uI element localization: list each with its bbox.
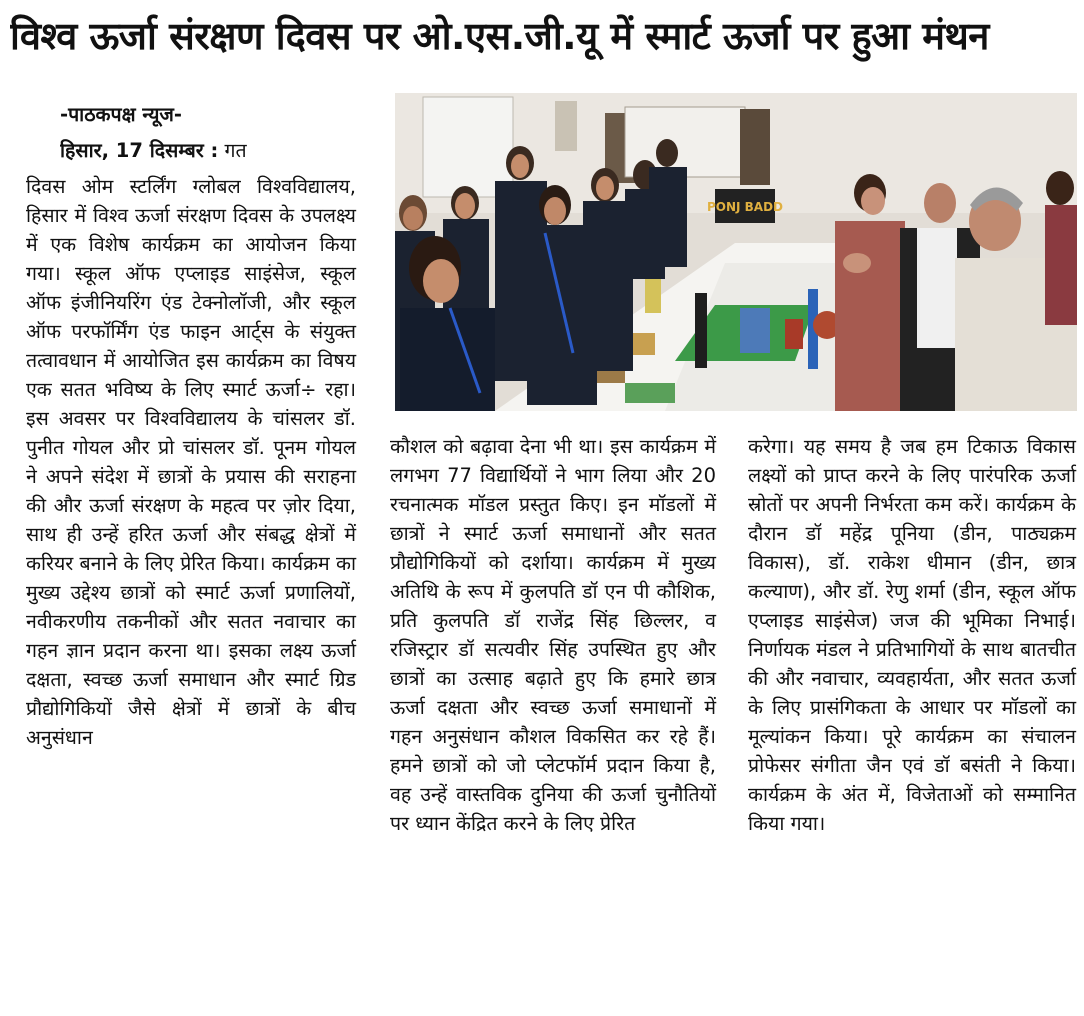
article-column-2 [390, 432, 716, 838]
photo-sign-text: PONJ BADD [706, 200, 784, 214]
headline: विश्व ऊर्जा संरक्षण दिवस पर ओ.एस.जी.यू में स्मार्ट ऊर्जा पर हुआ मंथन [10, 14, 989, 58]
byline: -पाठकपक्ष न्यूज- [60, 103, 182, 126]
column-1-text: दिवस ओम स्टर्लिंग ग्लोबल विश्वविद्यालय, हिसार में विश्व ऊर्जा संरक्षण दिवस के उपलक्ष्य में एक विशेष कार्यक्रम का आयोजन किया गया। स्कूल ऑफ एप्लाइड साइंसेज, स्कूल ऑफ इंजीनियरिंग एंड टेक्नोलॉजी, और स्कूल ऑफ परफॉर्मिंग एंड फाइन आर्ट्स के संयुक्त तत्वावधान में आयोजित इस कार्यक्रम का विषय एक सतत भविष्य के लिए स्मार्ट ऊर्जा÷ रहा। इस अवसर पर विश्वविद्यालय के चांसलर डॉ. पुनीत गोयल और प्रो चांसलर डॉ. पूनम गोयल ने अपने संदेश में छात्रों के प्रयास की सराहना की और ऊर्जा संरक्षण के महत्व पर ज़ोर दिया, साथ ही उन्हें हरित ऊर्जा और संबद्ध क्षेत्रों में करियर बनाने के लिए प्रेरित किया। कार्यक्रम का मुख्य उद्देश्य छात्रों को स्मार्ट ऊर्जा प्रणालियों, नवीकरणीय तकनीकों और सतत नवाचार का गहन ज्ञान प्रदान करना था। इसका लक्ष्य ऊर्जा दक्षता, स्वच्छ ऊर्जा समाधान और स्मार्ट ग्रिड प्रौद्योगिकियों जैसे क्षेत्रों में छात्रों के बीच अनुसंधान [26, 175, 356, 749]
article-column-3 [748, 432, 1076, 838]
column-3-text: करेगा। यह समय है जब हम टिकाऊ विकास लक्ष्यों को प्राप्त करने के लिए पारंपरिक ऊर्जा स्रोतों पर अपनी निर्भरता कम करें। कार्यक्रम के दौरान डॉ महेंद्र पूनिया (डीन, पाठ्यक्रम विकास), डॉ. राकेश धीमान (डीन, छात्र कल्याण), और डॉ. रेणु शर्मा (डीन, स्कूल ऑफ एप्लाइड साइंसेज) जज की भूमिका निभाई। निर्णायक मंडल ने प्रतिभागियों के साथ बातचीत की और नवाचार, व्यवहार्यता, और सतत ऊर्जा के लिए प्रासंगिकता के आधार पर मॉडलों का मूल्यांकन किया। पूरे कार्यक्रम का संचालन प्रोफेसर संगीता जैन एवं डॉ बसंती ने किया। कार्यक्रम के अंत में, विजेताओं को सम्मानित किया गया। [748, 435, 1076, 835]
column-2-text: कौशल को बढ़ावा देना भी था। इस कार्यक्रम में लगभग 77 विद्यार्थियों ने भाग लिया और 20 रचनात्मक मॉडल प्रस्तुत किए। इन मॉडलों में छात्रों ने स्मार्ट ऊर्जा समाधानों और सतत प्रौद्योगिकियों को दर्शाया। कार्यक्रम में मुख्य अतिथि के रूप में कुलपति डॉ एन पी कौशिक, प्रति कुलपति डॉ राजेंद्र सिंह छिल्लर, व रजिस्ट्रार डॉ सत्यवीर सिंह उपस्थित हुए और छात्रों का उत्साह बढ़ाते हुए कि हमारे छात्र ऊर्जा दक्षता और स्वच्छ ऊर्जा समाधानों में गहन अनुसंधान कौशल विकसित कर रहे हैं। हमने छात्रों को जो प्लेटफॉर्म प्रदान किया है, वह उन्हें वास्तविक दुनिया की ऊर्जा चुनौतियों पर ध्यान केंद्रित करने के लिए प्रेरित [390, 435, 716, 835]
dateline-place-date: हिसार, 17 दिसम्बर : [60, 139, 219, 162]
dateline [60, 136, 356, 163]
event-photo [395, 93, 1077, 411]
dateline-lead: गत [218, 139, 247, 162]
article-column-1 [26, 172, 356, 752]
